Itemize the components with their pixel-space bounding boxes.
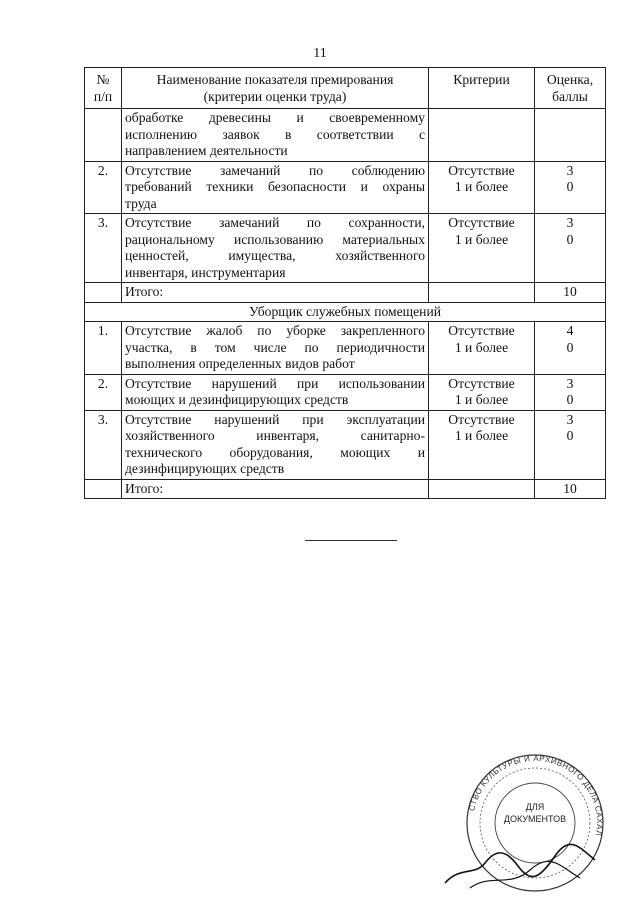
row-criteria: Отсутствие 1 и более bbox=[429, 374, 535, 410]
header-num: № п/п bbox=[85, 68, 122, 109]
official-stamp bbox=[430, 748, 605, 898]
row-criteria: Отсутствие 1 и более bbox=[429, 214, 535, 283]
page-number: 11 bbox=[313, 46, 327, 61]
row-description: Отсутствие нарушений при использовании моющих и дезинфицирующих средств bbox=[122, 374, 429, 410]
row-score: 4 0 bbox=[535, 322, 606, 375]
row-description: Отсутствие замечаний по сохранности, рациональному использованию материальных ценностей, имущества, хозяйственного инвентаря, инструментария bbox=[122, 214, 429, 283]
stamp-line2: ДОКУМЕНТОВ bbox=[503, 814, 567, 824]
row-number: 3. bbox=[85, 410, 122, 479]
row-score: 3 0 bbox=[535, 161, 606, 214]
header-score: Оценка, баллы bbox=[535, 68, 606, 109]
table-row bbox=[85, 214, 606, 283]
table-row bbox=[85, 374, 606, 410]
total-label: Итого: bbox=[122, 479, 429, 499]
total-row bbox=[85, 479, 606, 499]
stamp-line1: ДЛЯ bbox=[525, 802, 545, 812]
row-criteria: Отсутствие 1 и более bbox=[429, 161, 535, 214]
row-number: 2. bbox=[85, 374, 122, 410]
row-number: 1. bbox=[85, 322, 122, 375]
criteria-table bbox=[84, 67, 606, 499]
row-criteria: Отсутствие 1 и более bbox=[429, 322, 535, 375]
header-criteria: Критерии bbox=[429, 68, 535, 109]
row-score: 3 0 bbox=[535, 374, 606, 410]
total-label: Итого: bbox=[122, 283, 429, 303]
row-criteria: Отсутствие 1 и более bbox=[429, 410, 535, 479]
table-row bbox=[85, 109, 606, 162]
row-description: обработке древесины и своевременному исполнению заявок в соответствии с направлением деятельности bbox=[122, 109, 429, 162]
stamp-seal-icon bbox=[430, 748, 605, 898]
total-row bbox=[85, 283, 606, 303]
section-heading-row bbox=[85, 302, 606, 322]
section-title: Уборщик служебных помещений bbox=[85, 302, 606, 322]
row-number: 2. bbox=[85, 161, 122, 214]
row-description: Отсутствие замечаний по соблюдению требований техники безопасности и охраны труда bbox=[122, 161, 429, 214]
row-description: Отсутствие нарушений при эксплуатации хозяйственного инвентаря, санитарно- технического оборудования, моющих и дезинфицирующих средств bbox=[122, 410, 429, 479]
total-value: 10 bbox=[535, 283, 606, 303]
header-name: Наименование показателя премирования (критерии оценки труда) bbox=[122, 68, 429, 109]
stamp-ring-text: СТВО КУЛЬТУРЫ И АРХИВНОГО ДЕЛА САХАЛ bbox=[467, 753, 605, 837]
table-row bbox=[85, 410, 606, 479]
row-number: 3. bbox=[85, 214, 122, 283]
row-score: 3 0 bbox=[535, 214, 606, 283]
row-score: 3 0 bbox=[535, 410, 606, 479]
table-row bbox=[85, 322, 606, 375]
total-value: 10 bbox=[535, 479, 606, 499]
table-header-row bbox=[85, 68, 606, 109]
separator-line bbox=[305, 540, 397, 541]
table-row bbox=[85, 161, 606, 214]
row-description: Отсутствие жалоб по уборке закрепленного участка, в том числе по периодичности выполнения определенных видов работ bbox=[122, 322, 429, 375]
